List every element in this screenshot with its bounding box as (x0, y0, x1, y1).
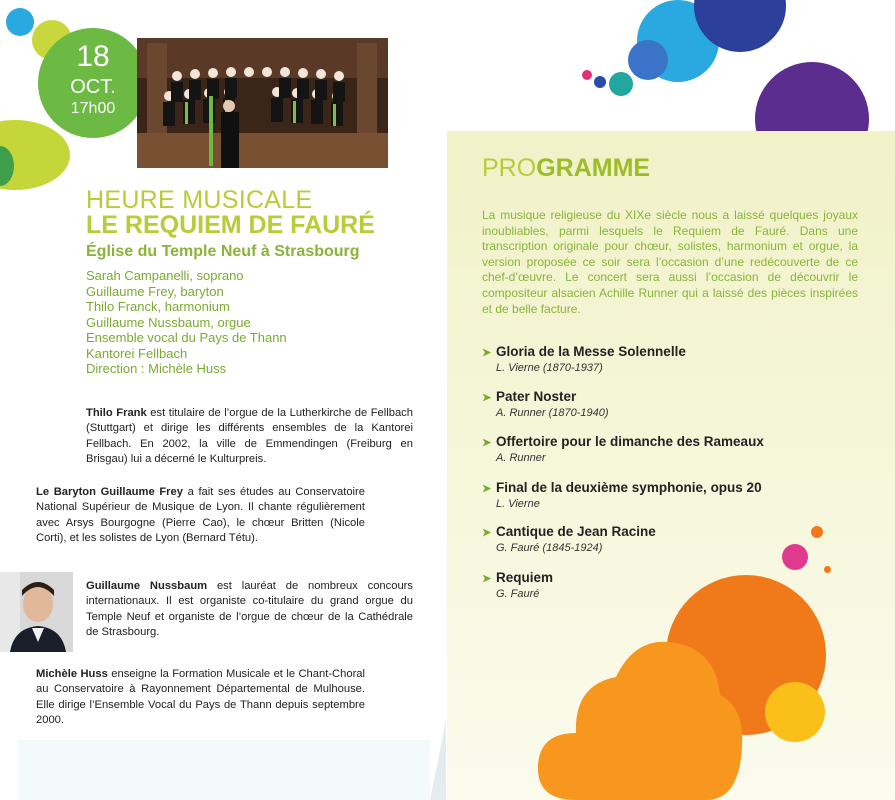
programme-item-title: Final de la deuxième symphonie, opus 20 (496, 480, 762, 495)
performer-item: Kantorei Fellbach (86, 345, 188, 361)
bio-name: Le Baryton Guillaume Frey (36, 486, 183, 498)
bio-guillaume-nussbaum (86, 579, 413, 641)
programme-item-composer: A. Runner (496, 452, 546, 464)
bio-text: a fait ses études au Conservatoire National Supérieur de Musique de Lyon. Il chante régulièrement avec Arsys Bourgogne (Pierre Cao), le chœur Britten (Nicole Corti), et les solistes de Lyon (Bernard Tétu). (36, 486, 365, 545)
arrow-right-icon: ➤ (482, 483, 492, 495)
decor-circle-blue (6, 8, 34, 36)
programme-title-light: PRO (482, 154, 537, 182)
programme-item-title: Offertoire pour le dimanche des Rameaux (496, 434, 764, 449)
date-time: 17h00 (70, 100, 116, 117)
date-month: OCT. (70, 76, 116, 98)
programme-item-title: Gloria de la Messe Solennelle (496, 344, 686, 359)
event-title-line1: HEURE MUSICALE (86, 186, 313, 214)
performers-list (86, 268, 287, 377)
programme-item-title: Cantique de Jean Racine (496, 524, 656, 539)
bio-text: est titulaire de l’orgue de la Lutherkirche de Fellbach (Stuttgart) et dirige les différents ensembles de la Kantorei Fellbach. En 2002, la ville de Emmendingen (Freiburg en Brisgau) lui a décerné le Kulturpreis. (86, 407, 413, 466)
choir-photo (137, 38, 388, 168)
decor-dot-magenta (782, 544, 808, 570)
performer-item: Thilo Franck, harmonium (86, 299, 230, 314)
event-venue: Église du Temple Neuf à Strasbourg (86, 243, 360, 260)
arrow-right-icon: ➤ (482, 527, 492, 539)
bottom-left-panel (18, 740, 430, 800)
arrow-right-icon: ➤ (482, 392, 492, 404)
programme-item-composer: G. Fauré (1845-1924) (496, 542, 603, 554)
bio-michele-huss (36, 667, 365, 729)
arrow-right-icon: ➤ (482, 347, 492, 359)
event-title-line2: LE REQUIEM DE FAURÉ (86, 211, 375, 239)
programme-item-title: Pater Noster (496, 389, 577, 404)
decor-dot-pink (582, 70, 592, 80)
date-day: 18 (76, 40, 110, 73)
bio-text: enseigne la Formation Musicale et le Chant-Choral au Conservatoire à Rayonnement Départemental de Mulhouse. Elle dirige l’Ensemble Vocal du Pays de Thann depuis septembre 2000. (36, 668, 365, 727)
decor-dot-blue (594, 76, 606, 88)
performer-item: Direction : Michèle Huss (86, 361, 227, 376)
performer-item: Sarah Campanelli, soprano (86, 268, 244, 283)
performer-item: Guillaume Frey, baryton (86, 283, 224, 299)
programme-item-title: Requiem (496, 570, 554, 585)
bio-name: Guillaume Nussbaum (86, 580, 208, 592)
bio-name: Michèle Huss (36, 668, 108, 680)
decor-dot-orange (811, 526, 823, 538)
decor-triangle (430, 720, 446, 800)
decor-circle-blue-small (628, 40, 668, 80)
performer-item: Guillaume Nussbaum, orgue (86, 314, 251, 330)
programme-item-composer: A. Runner (1870-1940) (496, 407, 609, 419)
programme-item-composer: L. Vierne (496, 498, 540, 510)
programme-title-bold: GRAMME (536, 154, 651, 182)
decor-dot-teal (609, 72, 633, 96)
cloud-shape (536, 615, 746, 800)
bio-text: est lauréat de nombreux concours internationaux. Il est organiste co-titulaire du grand orgue du Temple Neuf et organiste de l’orgue de chœur de la Cathédrale de Strasbourg. (86, 580, 414, 639)
nussbaum-photo (0, 572, 73, 652)
programme-title (482, 154, 650, 183)
programme-item-composer: G. Fauré (496, 588, 540, 600)
programme-item-composer: L. Vierne (1870-1937) (496, 362, 603, 374)
performer-item: Ensemble vocal du Pays de Thann (86, 330, 287, 345)
arrow-right-icon: ➤ (482, 573, 492, 585)
bio-thilo-frank (86, 406, 413, 468)
decor-circle-yellow (765, 682, 825, 742)
bio-name: Thilo Frank (86, 407, 147, 419)
decor-dot-orange-small (824, 566, 831, 573)
date-badge (38, 28, 148, 138)
programme-intro: La musique religieuse du XIXe siècle nous a laissé quelques joyaux inoubliables, parmi lesquels le Requiem de Fauré. Dans une transcription originale pour chœur, solistes, harmonium et orgue, la version proposée ce soir sera l’occasion d’une redécouverte de ce chef-d’œuvre. Le concert sera aussi l’occasion de découvrir le compositeur alsacien Achille Runner qui a laissé des pièces inspirées et de belle facture. (482, 208, 858, 316)
arrow-right-icon: ➤ (482, 437, 492, 449)
bio-guillaume-frey (36, 485, 365, 547)
